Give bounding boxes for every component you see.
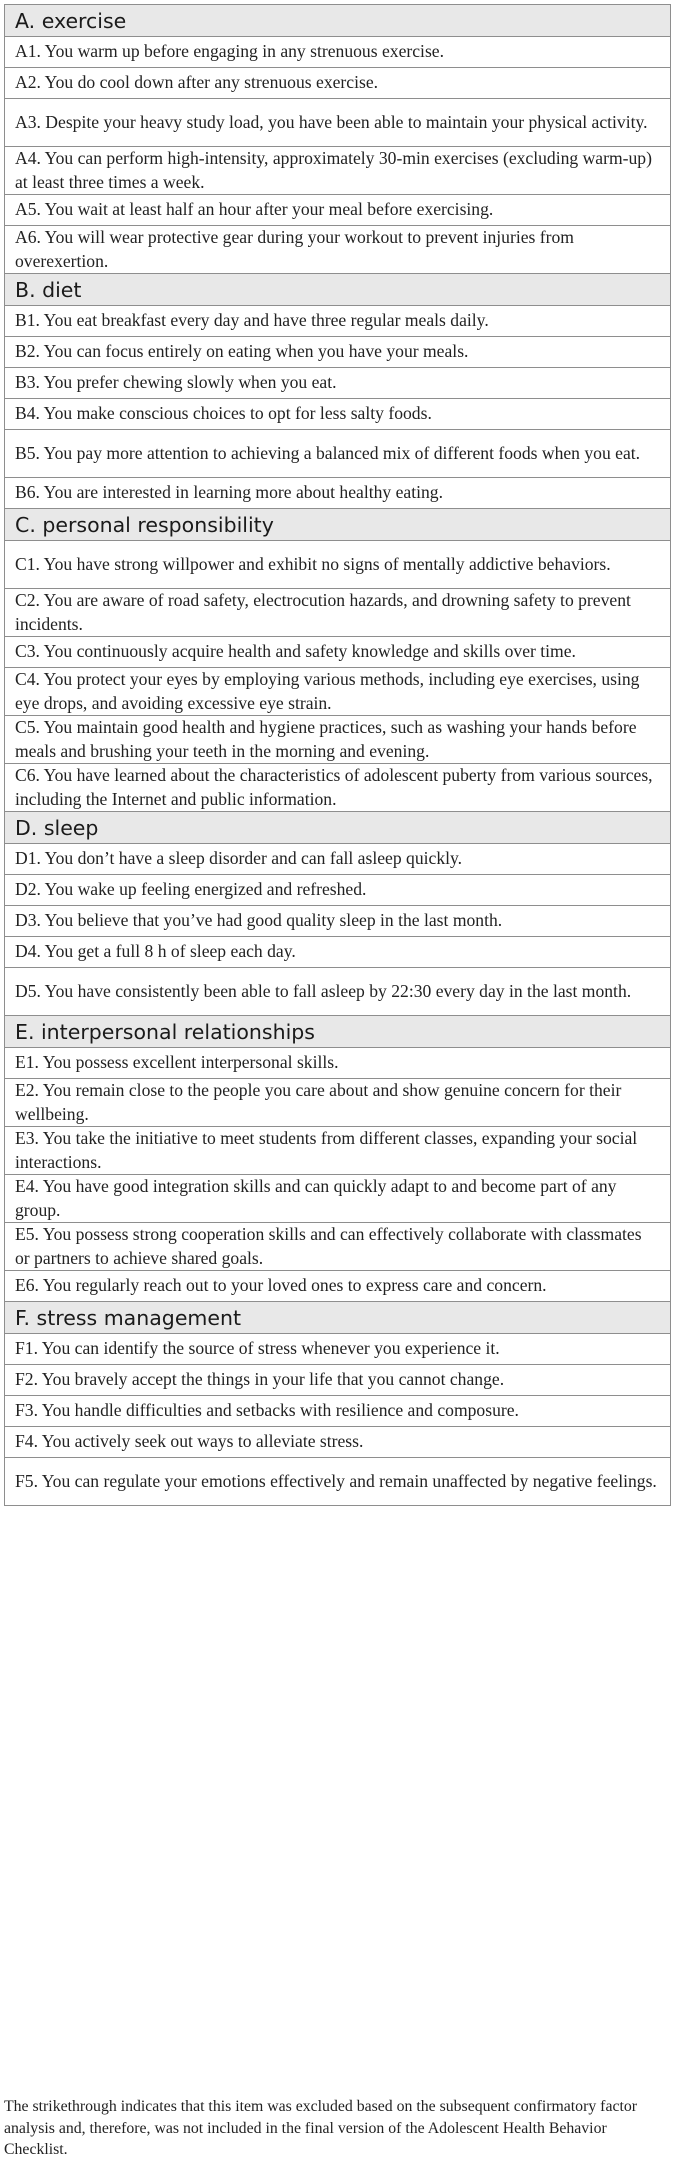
table-row <box>5 589 671 637</box>
item-statement: A5. You wait at least half an hour after your meal before exercising. <box>5 195 671 226</box>
item-statement: D2. You wake up feeling energized and refreshed. <box>5 875 671 906</box>
item-statement: E3. You take the initiative to meet students from different classes, expanding your social interactions. <box>5 1127 671 1175</box>
table-footnote: The strikethrough indicates that this item was excluded based on the subsequent confirmatory factor analysis and, therefore, was not included in the final version of the Adolescent Health Behavior Checklist. <box>4 2098 638 2158</box>
item-statement: C4. You protect your eyes by employing various methods, including eye exercises, using eye drops, and avoiding excessive eye strain. <box>5 668 671 716</box>
item-statement: A2. You do cool down after any strenuous exercise. <box>5 68 671 99</box>
item-statement: C6. You have learned about the characteristics of adolescent puberty from various sources, including the Internet and public information. <box>5 764 671 812</box>
item-statement: B1. You eat breakfast every day and have three regular meals daily. <box>5 306 671 337</box>
item-statement: F5. You can regulate your emotions effectively and remain unaffected by negative feelings. <box>5 1458 671 1506</box>
table-row <box>5 875 671 906</box>
item-statement: E5. You possess strong cooperation skills and can effectively collaborate with classmates or partners to achieve shared goals. <box>5 1223 671 1271</box>
section-header-row <box>5 509 671 541</box>
section-header-row <box>5 812 671 844</box>
item-statement: F1. You can identify the source of stress whenever you experience it. <box>5 1334 671 1365</box>
table-row <box>5 637 671 668</box>
item-statement: B6. You are interested in learning more about healthy eating. <box>5 478 671 509</box>
item-statement: F4. You actively seek out ways to alleviate stress. <box>5 1427 671 1458</box>
table-row <box>5 1427 671 1458</box>
table-row <box>5 1365 671 1396</box>
item-statement: B4. You make conscious choices to opt for less salty foods. <box>5 399 671 430</box>
section-heading: A. exercise <box>5 5 671 37</box>
section-header-row <box>5 5 671 37</box>
section-heading: E. interpersonal relationships <box>5 1016 671 1048</box>
checklist-table-body <box>5 5 671 1506</box>
section-heading: D. sleep <box>5 812 671 844</box>
table-row <box>5 1223 671 1271</box>
item-statement: A1. You warm up before engaging in any strenuous exercise. <box>5 37 671 68</box>
table-row <box>5 1175 671 1223</box>
item-statement: C3. You continuously acquire health and safety knowledge and skills over time. <box>5 637 671 668</box>
table-row <box>5 368 671 399</box>
item-statement: E4. You have good integration skills and can quickly adapt to and become part of any group. <box>5 1175 671 1223</box>
item-statement: D4. You get a full 8 h of sleep each day. <box>5 937 671 968</box>
item-statement: F3. You handle difficulties and setbacks with resilience and composure. <box>5 1396 671 1427</box>
table-row <box>5 968 671 1016</box>
item-statement: E2. You remain close to the people you care about and show genuine concern for their wellbeing. <box>5 1079 671 1127</box>
item-statement: C2. You are aware of road safety, electrocution hazards, and drowning safety to prevent incidents. <box>5 589 671 637</box>
item-statement: F2. You bravely accept the things in your life that you cannot change. <box>5 1365 671 1396</box>
item-statement: C5. You maintain good health and hygiene practices, such as washing your hands before meals and brushing your teeth in the morning and evening. <box>5 716 671 764</box>
item-statement: A3. Despite your heavy study load, you have been able to maintain your physical activity. <box>5 99 671 147</box>
table-row <box>5 1048 671 1079</box>
table-row <box>5 1079 671 1127</box>
section-heading: F. stress management <box>5 1302 671 1334</box>
table-row <box>5 764 671 812</box>
section-heading: B. diet <box>5 274 671 306</box>
item-statement: D5. You have consistently been able to fall asleep by 22:30 every day in the last month. <box>5 968 671 1016</box>
table-row <box>5 226 671 274</box>
table-row <box>5 937 671 968</box>
item-statement: D3. You believe that you’ve had good quality sleep in the last month. <box>5 906 671 937</box>
item-statement: E6. You regularly reach out to your loved ones to express care and concern. <box>5 1271 671 1302</box>
table-row <box>5 430 671 478</box>
table-row <box>5 37 671 68</box>
table-row <box>5 1127 671 1175</box>
table-row <box>5 1396 671 1427</box>
table-row <box>5 906 671 937</box>
section-header-row <box>5 1302 671 1334</box>
table-row <box>5 337 671 368</box>
table-row <box>5 844 671 875</box>
item-statement: C1. You have strong willpower and exhibit no signs of mentally addictive behaviors. <box>5 541 671 589</box>
item-statement: D1. You don’t have a sleep disorder and can fall asleep quickly. <box>5 844 671 875</box>
table-row <box>5 478 671 509</box>
item-statement: B3. You prefer chewing slowly when you eat. <box>5 368 671 399</box>
table-row <box>5 399 671 430</box>
section-header-row <box>5 1016 671 1048</box>
item-statement: B2. You can focus entirely on eating when you have your meals. <box>5 337 671 368</box>
section-heading: C. personal responsibility <box>5 509 671 541</box>
table-row <box>5 195 671 226</box>
table-row <box>5 68 671 99</box>
table-row <box>5 99 671 147</box>
table-row <box>5 1334 671 1365</box>
table-row <box>5 1271 671 1302</box>
section-header-row <box>5 274 671 306</box>
table-row <box>5 668 671 716</box>
table-row <box>5 541 671 589</box>
table-row <box>5 147 671 195</box>
item-statement: B5. You pay more attention to achieving a balanced mix of different foods when you eat. <box>5 430 671 478</box>
table-row <box>5 306 671 337</box>
item-statement: A4. You can perform high-intensity, approximately 30-min exercises (excluding warm-up) at least three times a week. <box>5 147 671 195</box>
table-row <box>5 1458 671 1506</box>
table-row <box>5 716 671 764</box>
checklist-table <box>4 4 671 1506</box>
checklist-table-wrapper <box>4 4 671 1506</box>
item-statement: E1. You possess excellent interpersonal skills. <box>5 1048 671 1079</box>
item-statement: A6. You will wear protective gear during your workout to prevent injuries from overexertion. <box>5 226 671 274</box>
